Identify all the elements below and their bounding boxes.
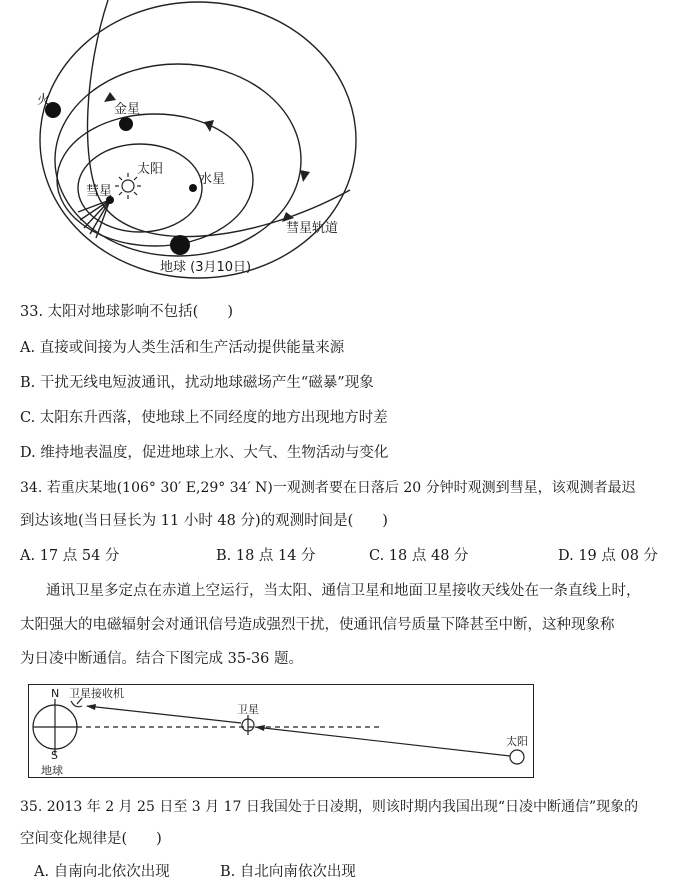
venus-icon [119, 117, 133, 131]
earth-icon [170, 235, 190, 255]
north-label: N [51, 687, 60, 700]
q35-stem-line1: 35. 2013 年 2 月 25 日至 3 月 17 日我国处于日凌期，则该时期内我国出现“日凌中断通信”现象的 [20, 799, 639, 815]
q33-option-c: C. 太阳东升西落，使地球上不同经度的地方出现地方时差 [20, 410, 388, 426]
south-label: S [51, 749, 58, 762]
passage-line3: 为日凌中断通信。结合下图完成 35-36 题。 [20, 651, 304, 667]
earth-label-2: 地球 [41, 764, 63, 777]
solar-system-diagram [0, 0, 360, 280]
q33-stem: 33. 太阳对地球影响不包括( ) [20, 304, 233, 320]
mars-label: 火 [37, 93, 51, 108]
q35-stem-line2: 空间变化规律是( ) [20, 831, 162, 847]
sun-outage-diagram [28, 684, 534, 778]
receiver-label: 卫星接收机 [69, 687, 124, 700]
passage-line2: 太阳强大的电磁辐射会对通讯信号造成强烈干扰，使通讯信号质量下降甚至中断，这种现象称 [20, 617, 615, 633]
q35-option-b: B. 自北向南依次出现 [220, 864, 356, 880]
q33-option-d: D. 维持地表温度，促进地球上水、大气、生物活动与变化 [20, 445, 389, 461]
passage-line1: 通讯卫星多定点在赤道上空运行，当太阳、通信卫星和地面卫星接收天线处在一条直线上时， [46, 583, 641, 599]
ray-arrow-satellite [255, 725, 265, 731]
q34-option-c: C. 18 点 48 分 [369, 548, 469, 564]
q34-option-a: A. 17 点 54 分 [20, 548, 120, 564]
earth-label: 地球 (3月10日) [160, 260, 252, 275]
q34-stem-line1: 34. 若重庆某地(106° 30′ E,29° 34′ N)一观测者要在日落后 20 分钟时观测到彗星，该观测者最迟 [20, 480, 636, 496]
venus-label: 金星 [114, 102, 141, 117]
satellite-label: 卫星 [237, 703, 259, 716]
q34-stem-line2: 到达该地(当日昼长为 11 小时 48 分)的观测时间是( ) [20, 513, 388, 529]
mercury-label: 水星 [199, 172, 226, 187]
mercury-icon [189, 184, 197, 192]
q33-option-a: A. 直接或间接为人类生活和生产活动提供能量来源 [20, 340, 345, 356]
ray-arrow-receiver [86, 704, 96, 710]
receiver-dish-icon [71, 701, 82, 707]
q34-option-d: D. 19 点 08 分 [558, 548, 659, 564]
sun-disc-icon [510, 750, 524, 764]
q33-option-b: B. 干扰无线电短波通讯，扰动地球磁场产生“磁暴”现象 [20, 375, 374, 391]
comet-label: 彗星 [86, 184, 113, 199]
sun-label: 太阳 [137, 162, 164, 177]
sun-label-2: 太阳 [506, 735, 528, 748]
solar-system-svg [0, 0, 360, 280]
q35-option-a: A. 自南向北依次出现 [34, 864, 170, 880]
orbit-arrow-3 [300, 170, 310, 182]
q34-option-b: B. 18 点 14 分 [216, 548, 316, 564]
comet-orbit-label: 彗星轨道 [286, 221, 339, 236]
